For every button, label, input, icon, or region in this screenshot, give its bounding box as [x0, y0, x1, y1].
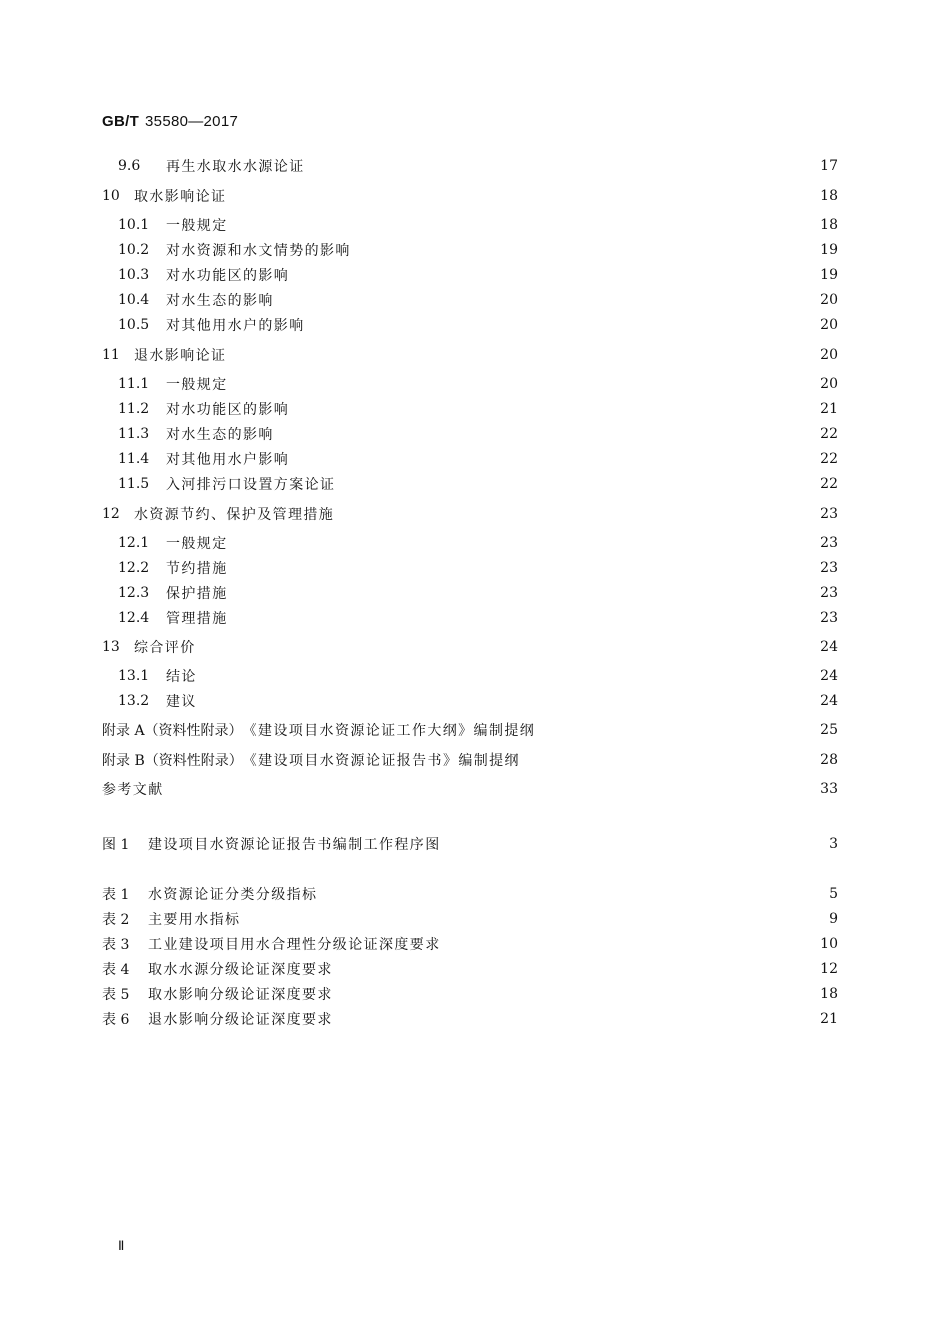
- toc-entry[interactable]: [102, 398, 838, 420]
- figure-entry[interactable]: [102, 833, 838, 855]
- entry-page-number: 20: [820, 376, 838, 392]
- entry-title: 取水影响分级论证深度要求: [148, 987, 333, 1003]
- entry-number: 9.6: [118, 158, 141, 174]
- dot-leader: [246, 912, 822, 926]
- entry-page-number: 22: [820, 476, 838, 492]
- entry-title: 退水影响论证: [134, 348, 227, 364]
- entry-title: 对水资源和水文情势的影响: [166, 243, 351, 259]
- toc-entry[interactable]: [102, 749, 838, 771]
- entry-number: 13.1: [118, 668, 150, 684]
- entry-title: 取水影响论证: [134, 189, 227, 205]
- toc-entry[interactable]: [102, 473, 838, 495]
- entry-number: 10: [102, 188, 120, 204]
- entry-title: 对水生态的影响: [166, 293, 274, 309]
- entry-title: 节约措施: [166, 561, 228, 577]
- entry-page-number: 18: [820, 217, 838, 233]
- entry-number: 表 4: [102, 962, 130, 978]
- entry-title: 建议: [166, 694, 197, 710]
- toc-entry[interactable]: [102, 155, 838, 177]
- toc-entry[interactable]: [102, 185, 838, 207]
- dot-leader: [234, 561, 815, 575]
- entry-number: 10.5: [118, 317, 150, 333]
- entry-number: 12.3: [118, 585, 150, 601]
- entry-title: 取水水源分级论证深度要求: [148, 962, 333, 978]
- entry-number: 10.3: [118, 267, 150, 283]
- dot-leader: [339, 987, 814, 1001]
- entry-page-number: 21: [820, 401, 838, 417]
- entry-number: 12.4: [118, 610, 150, 626]
- entry-title: 入河排污口设置方案论证: [166, 477, 336, 493]
- entry-page-number: 18: [820, 986, 838, 1002]
- entry-number: 13: [102, 639, 120, 655]
- toc-entry[interactable]: [102, 607, 838, 629]
- dot-leader: [447, 937, 815, 951]
- entry-title: 《建设项目水资源论证报告书》编制提纲: [242, 753, 520, 769]
- entry-number: 附录 B（资料性附录）: [102, 753, 243, 769]
- entry-number: 12.2: [118, 560, 150, 576]
- dot-leader: [339, 1012, 814, 1026]
- entry-number: 11.3: [118, 426, 150, 442]
- entry-page-number: 3: [829, 836, 838, 852]
- entry-number: 图 1: [102, 837, 130, 853]
- entry-page-number: 20: [820, 317, 838, 333]
- entry-title: 对其他用水户的影响: [166, 318, 305, 334]
- dot-leader: [280, 427, 814, 441]
- entry-page-number: 9: [829, 911, 838, 927]
- entry-page-number: 19: [820, 242, 838, 258]
- entry-page-number: 33: [820, 781, 838, 797]
- entry-number: 10.4: [118, 292, 150, 308]
- entry-title: 对水功能区的影响: [166, 402, 290, 418]
- entry-title: 水资源论证分类分级指标: [148, 887, 318, 903]
- toc-entry[interactable]: [102, 344, 838, 366]
- entry-page-number: 12: [820, 961, 838, 977]
- entry-page-number: 24: [820, 693, 838, 709]
- toc-entry[interactable]: [102, 239, 838, 261]
- entry-number: 表 3: [102, 937, 130, 953]
- dot-leader: [234, 536, 815, 550]
- entry-number: 11.1: [118, 376, 150, 392]
- entry-page-number: 23: [820, 506, 838, 522]
- entry-title: 一般规定: [166, 377, 228, 393]
- entry-number: 11.2: [118, 401, 150, 417]
- entry-title: 参考文献: [102, 782, 164, 798]
- toc-entry[interactable]: [102, 557, 838, 579]
- entry-title: 对水功能区的影响: [166, 268, 290, 284]
- dot-leader: [234, 611, 815, 625]
- toc-entry[interactable]: [102, 665, 838, 687]
- dot-leader: [541, 723, 814, 737]
- dot-leader: [232, 189, 814, 203]
- table-entry[interactable]: [102, 958, 838, 980]
- toc-entry[interactable]: [102, 503, 838, 525]
- toc-entry[interactable]: [102, 289, 838, 311]
- entry-title: 《建设项目水资源论证工作大纲》编制提纲: [242, 723, 536, 739]
- entry-title: 结论: [166, 669, 197, 685]
- entry-number: 表 5: [102, 987, 130, 1003]
- table-entry[interactable]: [102, 983, 838, 1005]
- entry-number: 表 6: [102, 1012, 130, 1028]
- table-entry[interactable]: [102, 1008, 838, 1030]
- toc-entry[interactable]: [102, 719, 838, 741]
- dot-leader: [311, 159, 815, 173]
- entry-page-number: 20: [820, 292, 838, 308]
- entry-page-number: 21: [820, 1011, 838, 1027]
- dot-leader: [295, 452, 814, 466]
- toc-entry[interactable]: [102, 264, 838, 286]
- entry-page-number: 23: [820, 610, 838, 626]
- entry-number: 13.2: [118, 693, 150, 709]
- entry-number: 表 2: [102, 912, 130, 928]
- entry-page-number: 25: [820, 722, 838, 738]
- dot-leader: [203, 669, 814, 683]
- entry-number: 10.1: [118, 217, 150, 233]
- entry-page-number: 23: [820, 585, 838, 601]
- entry-title: 对其他用水户影响: [166, 452, 290, 468]
- toc-entry[interactable]: [102, 532, 838, 554]
- dot-leader: [341, 477, 814, 491]
- entry-page-number: 10: [820, 936, 838, 952]
- document-code: [102, 113, 238, 130]
- entry-title: 一般规定: [166, 536, 228, 552]
- entry-page-number: 5: [829, 886, 838, 902]
- entry-number: 11.5: [118, 476, 150, 492]
- entry-number: 表 1: [102, 887, 130, 903]
- entry-title: 保护措施: [166, 586, 228, 602]
- dot-leader: [526, 753, 814, 767]
- standard-number: 35580—2017: [145, 113, 239, 130]
- entry-title: 主要用水指标: [148, 912, 241, 928]
- entry-page-number: 24: [820, 668, 838, 684]
- dot-leader: [170, 782, 815, 796]
- dot-leader: [202, 640, 815, 654]
- entry-title: 退水影响分级论证深度要求: [148, 1012, 333, 1028]
- dot-leader: [339, 962, 814, 976]
- toc-entry[interactable]: [102, 423, 838, 445]
- entry-page-number: 23: [820, 560, 838, 576]
- dot-leader: [232, 348, 814, 362]
- entry-page-number: 20: [820, 347, 838, 363]
- dot-leader: [447, 837, 822, 851]
- toc-entry[interactable]: [102, 314, 838, 336]
- entry-title: 管理措施: [166, 611, 228, 627]
- toc-entry[interactable]: [102, 778, 838, 800]
- dot-leader: [311, 318, 815, 332]
- toc-entry[interactable]: [102, 582, 838, 604]
- dot-leader: [357, 243, 814, 257]
- entry-title: 工业建设项目用水合理性分级论证深度要求: [148, 937, 441, 953]
- dot-leader: [234, 218, 815, 232]
- entry-number: 12.1: [118, 535, 150, 551]
- toc-entry[interactable]: [102, 373, 838, 395]
- toc-entry[interactable]: [102, 690, 838, 712]
- entry-page-number: 28: [820, 752, 838, 768]
- toc-entry[interactable]: [102, 636, 838, 658]
- entry-number: 11: [102, 347, 120, 363]
- entry-page-number: 18: [820, 188, 838, 204]
- dot-leader: [280, 293, 814, 307]
- dot-leader: [323, 887, 822, 901]
- entry-page-number: 17: [820, 158, 838, 174]
- entry-number: 12: [102, 506, 120, 522]
- dot-leader: [295, 268, 814, 282]
- entry-number: 11.4: [118, 451, 150, 467]
- toc-entry[interactable]: [102, 214, 838, 236]
- toc-entry[interactable]: [102, 448, 838, 470]
- dot-leader: [234, 586, 815, 600]
- entry-title: 对水生态的影响: [166, 427, 274, 443]
- table-entry[interactable]: [102, 933, 838, 955]
- entry-title: 再生水取水水源论证: [166, 159, 305, 175]
- entry-page-number: 24: [820, 639, 838, 655]
- entry-page-number: 19: [820, 267, 838, 283]
- entry-page-number: 23: [820, 535, 838, 551]
- page-number: Ⅱ: [118, 1238, 125, 1253]
- entry-title: 一般规定: [166, 218, 228, 234]
- entry-page-number: 22: [820, 451, 838, 467]
- entry-title: 综合评价: [134, 640, 196, 656]
- dot-leader: [295, 402, 814, 416]
- entry-title: 水资源节约、保护及管理措施: [134, 507, 335, 523]
- dot-leader: [234, 377, 815, 391]
- table-entry[interactable]: [102, 908, 838, 930]
- table-entry[interactable]: [102, 883, 838, 905]
- entry-number: 附录 A（资料性附录）: [102, 723, 243, 739]
- dot-leader: [340, 507, 814, 521]
- entry-number: 10.2: [118, 242, 150, 258]
- entry-page-number: 22: [820, 426, 838, 442]
- standard-code: GB/T: [102, 113, 140, 130]
- entry-title: 建设项目水资源论证报告书编制工作程序图: [148, 837, 441, 853]
- dot-leader: [203, 694, 814, 708]
